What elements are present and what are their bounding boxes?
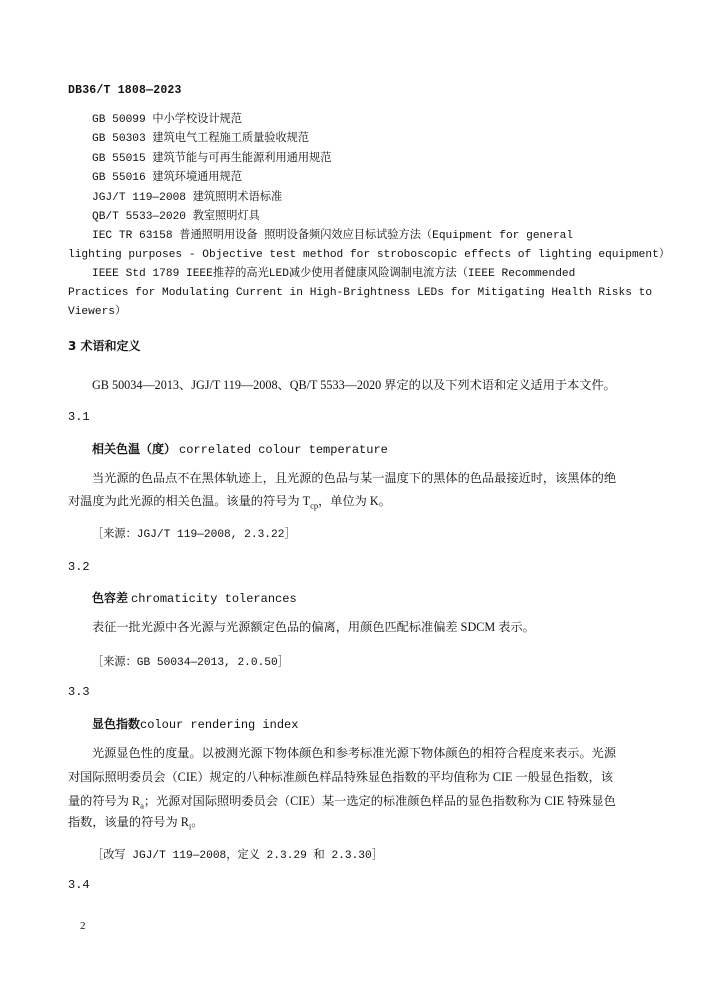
list-item: GB 50303 建筑电气工程施工质量验收规范	[92, 133, 310, 145]
term-english: chromaticity tolerances	[131, 592, 297, 606]
definition-text: 。	[191, 815, 204, 829]
definition-text: 对温度为此光源的相关色温。该量的符号为 T	[68, 494, 311, 508]
list-item-continuation: lighting purposes - Objective test method for stroboscopic effects of lighting equipment）	[68, 249, 670, 261]
definition-line	[68, 813, 203, 831]
definition-text: 量的符号为 R	[68, 794, 141, 808]
list-item: JGJ/T 119—2008 建筑照明术语标准	[92, 192, 283, 204]
definition-line: 光源显色性的度量。以被测光源下物体颜色和参考标准光源下物体颜色的相符合程度来表示。光源	[92, 746, 617, 760]
definition-line	[68, 792, 616, 810]
definition-text: ，单位为 K。	[318, 494, 391, 508]
symbol-subscript: a	[140, 800, 144, 811]
term-title	[92, 440, 388, 457]
term-chinese: 色容差	[92, 591, 129, 605]
list-item: IEC TR 63158 普通照明用设备 照明设备频闪效应目标试验方法（Equipment for general	[92, 230, 574, 242]
list-item: GB 55016 建筑环境通用规范	[92, 172, 242, 184]
term-english: correlated colour temperature	[179, 443, 388, 457]
definition-line: 对国际照明委员会（CIE）规定的八种标准颜色样品特殊显色指数的平均值称为 CIE 一般显色指数，该	[68, 770, 614, 784]
clause-number: 3.4	[68, 878, 90, 892]
list-item: GB 55015 建筑节能与可再生能源利用通用规范	[92, 153, 332, 165]
list-item: QB/T 5533—2020 教室照明灯具	[92, 211, 260, 223]
source-note: ［来源：GB 50034—2013, 2.0.50］	[92, 657, 289, 669]
list-item-continuation: Viewers）	[68, 306, 127, 318]
clause-number: 3.2	[68, 560, 90, 574]
page-number: 2	[80, 920, 86, 932]
clause-number: 3.1	[68, 410, 90, 424]
source-note: ［改写 JGJ/T 119—2008，定义 2.3.29 和 2.3.30］	[92, 850, 383, 862]
term-chinese: 相关色温（度）	[92, 442, 177, 456]
definition-text: ；光源对国际照明委员会（CIE）某一选定的标准颜色样品的显色指数称为 CIE 特殊显色	[143, 794, 616, 808]
section-heading: 3 术语和定义	[68, 339, 141, 353]
definition-line: 表征一批光源中各光源与光源额定色品的偏离，用颜色匹配标准偏差 SDCM 表示。	[92, 620, 535, 634]
list-item: GB 50099 中小学校设计规范	[92, 114, 242, 126]
term-title	[92, 589, 297, 606]
list-item-continuation: Practices for Modulating Current in High-Brightness LEDs for Mitigating Health Risks to	[68, 287, 653, 299]
definition-text: 指数，该量的符号为 R	[68, 815, 189, 829]
source-note: ［来源：JGJ/T 119—2008, 2.3.22］	[92, 529, 296, 541]
document-code: DB36/T 1808—2023	[68, 84, 182, 97]
term-title	[92, 715, 298, 732]
list-item: IEEE Std 1789 IEEE推荐的高光LED减少使用者健康风险调制电流方法（IEEE Recommended	[92, 268, 576, 280]
term-chinese: 显色指数	[92, 717, 141, 731]
section-intro: GB 50034—2013、JGJ/T 119—2008、QB/T 5533—2020 界定的以及下列术语和定义适用于本文件。	[92, 378, 616, 392]
term-english: colour rendering index	[140, 718, 299, 732]
symbol-subscript: i	[188, 821, 192, 832]
definition-line: 当光源的色品点不在黑体轨迹上，且光源的色品与某一温度下的黑体的色品最接近时，该黑体的绝	[92, 471, 617, 485]
definition-line	[68, 492, 391, 510]
symbol-subscript: cp	[310, 500, 319, 511]
clause-number: 3.3	[68, 685, 90, 699]
